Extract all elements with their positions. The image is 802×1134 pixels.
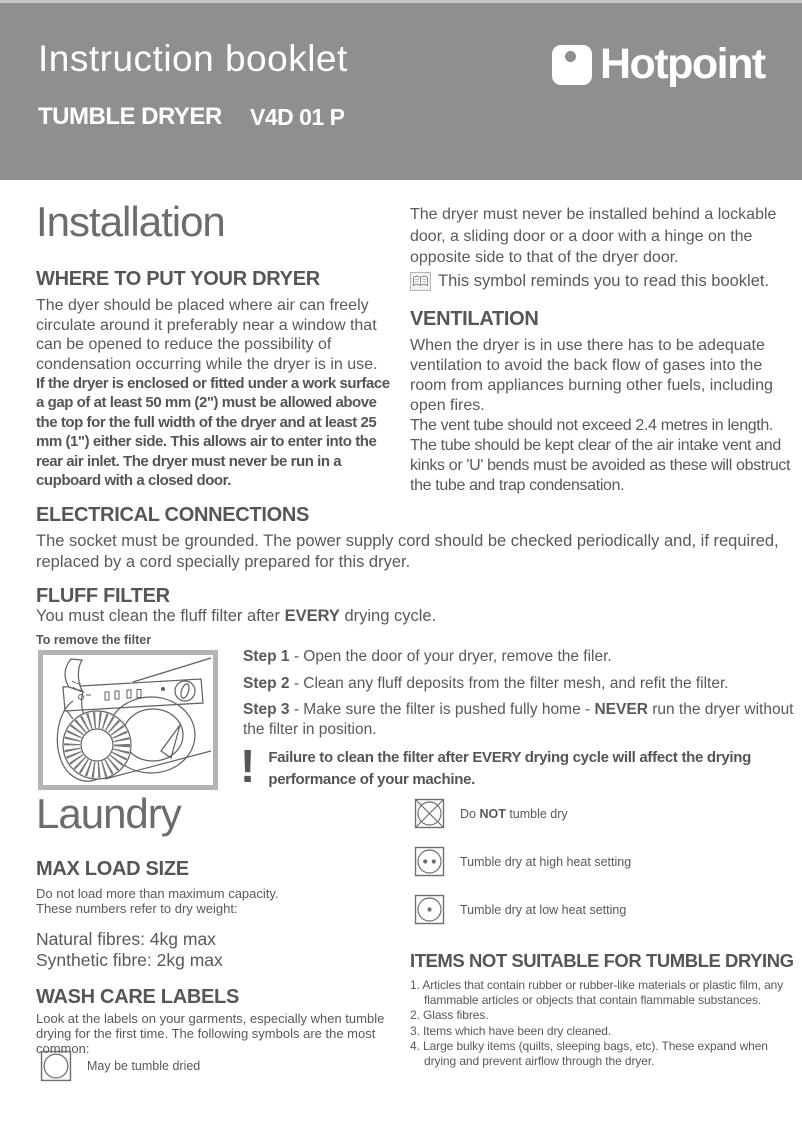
- open-book-icon: [410, 272, 431, 296]
- ventilation-body-2: The vent tube should not exceed 2.4 metres in length. The tube should be kept clear of the air intake vent and kinks or 'U' bends must be avoided as these will obstruct the tube and trap condensation.: [410, 417, 791, 494]
- ventilation-heading: VENTILATION: [410, 308, 539, 330]
- step-2-text: - Clean any fluff deposits from the filter mesh, and refit the filter.: [289, 674, 729, 692]
- ventilation-body: [410, 336, 802, 496]
- do-not-post: tumble dry: [505, 806, 568, 821]
- list-item: 3. Items which have been dry cleaned.: [410, 1023, 612, 1038]
- header-band: [0, 0, 802, 180]
- where-to-put-heading: WHERE TO PUT YOUR DRYER: [36, 268, 320, 290]
- may-be-tumble-dried-row: [40, 1050, 200, 1082]
- max-load-values: [36, 929, 223, 970]
- max-load-note-1: Do not load more than maximum capacity.: [36, 886, 279, 901]
- step-3-bold: NEVER: [594, 701, 648, 718]
- do-not-pre: Do: [460, 806, 480, 821]
- tumble-dry-low-label: [460, 903, 626, 917]
- step-1-label: Step 1: [243, 648, 290, 665]
- tumble-dry-high-heat-icon: [414, 846, 445, 877]
- step-3: [243, 700, 802, 739]
- filter-warning: [240, 740, 796, 792]
- do-not-tumble-dry-row: [414, 798, 568, 829]
- exclamation-icon: !: [240, 740, 256, 792]
- model-number: V4D 01 P: [250, 104, 345, 130]
- document-title: Instruction booklet: [38, 38, 348, 79]
- fluff-body-bold: EVERY: [284, 607, 340, 625]
- items-not-suitable-heading: ITEMS NOT SUITABLE FOR TUMBLE DRYING: [410, 950, 794, 971]
- may-be-tumble-dried-label: May be tumble dried: [87, 1059, 201, 1073]
- tumble-dry-high-row: [414, 846, 631, 877]
- natural-fibres-value: Natural fibres: 4kg max: [36, 929, 216, 949]
- wash-care-body: Look at the labels on your garments, especially when tumble drying for the first time. The following symbols are the most common:: [36, 1011, 385, 1057]
- step-1-text: - Open the door of your dryer, remove the filer.: [289, 648, 612, 665]
- tumble-dry-low-heat-icon: [414, 894, 445, 925]
- product-name: TUMBLE DRYER: [38, 103, 222, 130]
- electrical-connections-body: The socket must be grounded. The power supply cord should be checked periodically and, if required, replaced by a cord specially prepared for this dryer.: [36, 532, 779, 571]
- max-load-heading: MAX LOAD SIZE: [36, 858, 189, 880]
- tumble-dry-low-row: [414, 894, 626, 925]
- items-not-suitable-list: [410, 978, 784, 1069]
- laundry-heading: Laundry: [36, 790, 181, 837]
- step-2: [243, 674, 802, 694]
- step-2-label: Step 2: [243, 674, 290, 692]
- step-3-label: Step 3: [243, 701, 290, 718]
- step-3-post: run the dryer without the filter in position.: [243, 701, 794, 738]
- wash-care-heading: WASH CARE LABELS: [36, 986, 239, 1008]
- max-load-note: [36, 886, 376, 916]
- high-label-text: Tumble dry at high heat setting: [460, 854, 632, 869]
- do-not-bold: NOT: [479, 806, 506, 821]
- hotpoint-square-dot-icon: [552, 45, 592, 85]
- step-1: [243, 647, 802, 667]
- step-3-text: - Make sure the filter is pushed fully home -: [289, 701, 595, 718]
- fluff-filter-heading: FLUFF FILTER: [36, 585, 170, 607]
- low-label-text: Tumble dry at low heat setting: [460, 902, 627, 917]
- door-installation-note: The dryer must never be installed behind a lockable door, a sliding door or a door with a hinge on the opposite side to that of the dryer door.: [410, 206, 777, 266]
- list-item: 2. Glass fibres.: [410, 1008, 489, 1023]
- synthetic-fibre-value: Synthetic fibre: 2kg max: [36, 949, 223, 970]
- do-not-tumble-dry-label: [460, 807, 568, 821]
- figure-caption: To remove the filter: [36, 633, 152, 647]
- read-booklet-text: This symbol reminds you to read this booklet.: [438, 272, 770, 290]
- fluff-body-pre: You must clean the fluff filter after: [36, 607, 285, 625]
- list-item: 1. Articles that contain rubber or rubber-like materials or plastic film, any flammable articles or objects that contain flammable substances.: [410, 978, 784, 1008]
- fluff-filter-body: [36, 607, 636, 626]
- hotpoint-wordmark: Hotpoint: [600, 40, 765, 88]
- electrical-connections-heading: ELECTRICAL CONNECTIONS: [36, 504, 310, 526]
- max-load-note-2: These numbers refer to dry weight:: [36, 901, 238, 917]
- fluff-body-post: drying cycle.: [339, 607, 437, 625]
- read-booklet-note: [410, 271, 802, 296]
- filter-steps: [243, 647, 802, 746]
- do-not-tumble-dry-icon: [414, 798, 445, 829]
- dryer-filter-removal-illustration: [38, 650, 218, 790]
- ventilation-body-1: When the dryer is in use there has to be adequate ventilation to avoid the back flow of gases into the room from appliances burning other fuels, including open fires.: [410, 337, 773, 414]
- installation-heading: Installation: [36, 198, 225, 245]
- tumble-dry-high-label: [460, 855, 631, 869]
- list-item: 4. Large bulky items (quilts, sleeping bags, etc). These expand when drying and prevent airflow through the dryer.: [410, 1038, 768, 1069]
- filter-warning-text: Failure to clean the filter after EVERY drying cycle will affect the drying performance of your machine.: [268, 749, 751, 788]
- where-body-bold: If the dryer is enclosed or fitted under a work surface a gap of at least 50 mm (2") must be allowed above the top for the full width of the dryer and at least 25 mm (1") either side. This allows air to enter into the rear air inlet. The dryer must never be run in a cupboard with a closed door.: [36, 375, 390, 490]
- where-body-normal: The dyer should be placed where air can freely circulate around it preferably near a window that can be opened to reduce the possibility of condensation occurring while the dryer is in use.: [36, 297, 378, 373]
- where-to-put-body: [36, 296, 396, 490]
- may-be-tumble-dried-icon: [40, 1050, 72, 1082]
- logo-dot: [565, 51, 576, 62]
- page-top-edge: [0, 0, 802, 3]
